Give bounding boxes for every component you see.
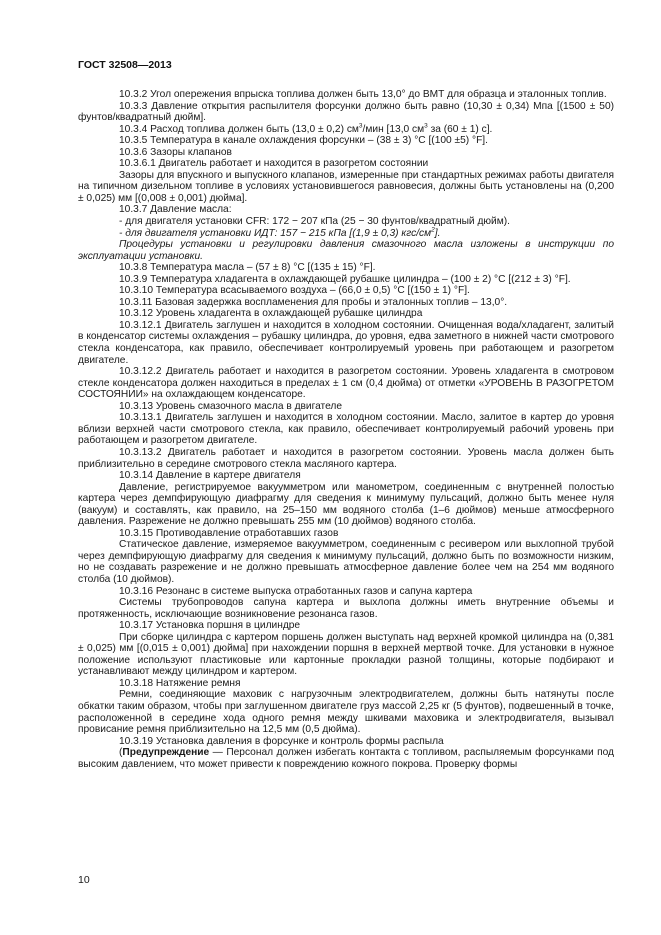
paragraph: 10.3.5 Температура в канале охлаждения форсунки – (38 ± 3) °С [(100 ±5) °F]. — [119, 135, 488, 147]
paragraph: Статическое давление, измеряемое вакуумметром, соединенным с ресивером или выхлопной трубой через демпфирующую диафрагму для сведения к минимуму пульсаций, должно быть по возможности низким, но не создавать разрежение и не должно превышать атмосферное давление более чем на 254 мм водяного столба (10 дюймов). — [78, 539, 614, 585]
paragraph: 10.3.13.2 Двигатель работает и находится в разогретом состоянии. Уровень масла должен быть приблизительно в середине смотрового стекла масляного картера. — [78, 446, 614, 470]
section-heading: 10.3.12 Уровень хладагента в охлаждающей рубашке цилиндра — [119, 308, 423, 320]
section-heading: 10.3.18 Натяжение ремня — [119, 677, 241, 689]
paragraph: 10.3.13.1 Двигатель заглушен и находится в холодном состоянии. Масло, залитое в картер до уровня вблизи верхней части смотрового стекла, как правило, обеспечивает контролируемый рабочий уровень при работающем и разогретом двигателе. — [78, 412, 614, 447]
paragraph — [78, 124, 614, 136]
list-item — [78, 228, 614, 240]
paragraph: 10.3.3 Давление открытия распылителя форсунки должно быть равно (10,30 ± 0,34) Мпа [(1500 ± 50) фунтов/квадратный дюйм]. — [78, 100, 614, 124]
paragraph: Ремни, соединяющие маховик с нагрузочным электродвигателем, должны быть натянуты после обкатки таким образом, чтобы при заглушенном двигателе груз массой 2,25 кг (5 фунтов), подвешенный в точке, расположенной в середине хода одного ремня между шкивами маховика и электродвигателя, вызывал провисание ремня приблизительно на 12,5 мм (0,5 дюйма). — [78, 689, 614, 736]
warning-label: Предупреждение — [122, 747, 210, 759]
paragraph: Давление, регистрируемое вакуумметром или манометром, соединенным с внутренней полостью картера через демпфирующую диафрагму для сведения к минимуму пульсаций, должно быть менее нуля (вакуум) и составлять, как правило, на 25–150 мм водяного столба (1–6 дюймов) меньше атмосферного давления. Разрежение не должно превышать 255 мм (10 дюймов) водяного столба. — [78, 481, 614, 528]
italic-note: Процедуры установки и регулировки давления смазочного масла изложены в инструкции по эксплуатации установки. — [78, 239, 614, 262]
text-run: - для двигателя установки ИДТ: 157 − 215 кПа [(1,9 ± 0,3) кгс/см — [119, 227, 432, 239]
paragraph: 10.3.2 Угол опережения впрыска топлива должен быть 13,0° до ВМТ для образца и эталонных топлив. — [119, 89, 607, 100]
list-item: - для двигателя установки CFR: 172 − 207 кПа (25 − 30 фунтов/квадратный дюйм). — [119, 216, 510, 228]
document-body — [78, 89, 614, 770]
paragraph: Зазоры для впускного и выпускного клапанов, измеренные при стандартных режимах работы двигателя на типичном дизельном топливе в условиях установившегося равновесия, должны быть установлены на (0,200 ± 0,025) мм [(0,008 ± 0,001) дюйма]. — [78, 169, 614, 204]
superscript: 3 — [424, 122, 428, 130]
text-run: — Персонал должен избегать контакта с топливом, распыляемым форсунками под высоким давлением, что может привести к повреждению кожного покрова. Проверку формы — [78, 747, 614, 770]
section-heading: 10.3.7 Давление масла: — [119, 204, 232, 216]
text-run: ( — [119, 747, 123, 759]
section-heading: 10.3.19 Установка давления в форсунке и контроль формы распыла — [119, 735, 444, 747]
superscript: 3 — [358, 122, 363, 130]
paragraph: 10.3.11 Базовая задержка воспламенения для пробы и эталонных топлив – 13,0°. — [119, 296, 508, 308]
section-heading: 10.3.17 Установка поршня в цилиндре — [119, 620, 301, 632]
section-heading: 10.3.6 Зазоры клапанов — [119, 146, 232, 158]
document-header: ГОСТ 32508—2013 — [78, 59, 172, 71]
section-heading: 10.3.13 Уровень смазочного масла в двигателе — [119, 400, 343, 412]
text-run: 10.3.4 Расход топлива должен быть (13,0 ± 0,2) см — [119, 123, 359, 135]
subsection-heading: 10.3.6.1 Двигатель работает и находится в разогретом состоянии — [119, 158, 429, 170]
text-run: за (60 ± 1) с]. — [427, 123, 493, 135]
paragraph: 10.3.12.1 Двигатель заглушен и находится в холодном состоянии. Очищенная вода/хладагент, залитый в конденсатор системы охлаждения – рубашку цилиндра, до уровня, едва заметного в нижней части смотрового стекла конденсатора, как правило, обеспечивает контролируемый уровень при работающем и разогретом двигателе. — [78, 319, 614, 366]
section-heading: 10.3.15 Противодавление отработавших газов — [119, 527, 339, 539]
paragraph: 10.3.10 Температура всасываемого воздуха – (66,0 ± 0,5) °С [(150 ± 1) °F]. — [119, 285, 470, 297]
paragraph: 10.3.12.2 Двигатель работает и находится в разогретом состоянии. Уровень хладагента в смотровом стекле конденсатора должен находиться в пределах ± 1 см (0,4 дюйма) от отметки «УРОВЕНЬ В РАЗОГРЕТОМ СОСТОЯНИИ» на охлаждающем конденсаторе. — [78, 366, 614, 401]
superscript: 2 — [431, 226, 435, 234]
text-run: /мин [13,0 см — [362, 123, 425, 135]
paragraph: 10.3.9 Температура хладагента в охлаждающей рубашке цилиндра – (100 ± 2) °С [(212 ± 3) °F]. — [119, 273, 571, 285]
paragraph: Системы трубопроводов сапуна картера и выхлопа должны иметь внутренние объемы и протяженность, исключающие возникновение резонанса газов. — [78, 597, 614, 620]
section-heading: 10.3.16 Резонанс в системе выпуска отработанных газов и сапуна картера — [119, 585, 473, 597]
text-run: ]. — [434, 227, 441, 239]
paragraph: 10.3.8 Температура масла – (57 ± 8) °С [(135 ± 15) °F]. — [119, 262, 376, 274]
warning-paragraph — [78, 747, 614, 770]
paragraph: При сборке цилиндра с картером поршень должен выступать над верхней кромкой цилиндра на (0,381 ± 0,025) мм [(0,015 ± 0,001) дюйма] при нахождении поршня в верхней мертвой точке. Для установки в нужное положение используют пластиковые или картонные прокладки разной толщины, которые подбирают и устанавливают между цилиндром и картером. — [78, 631, 614, 678]
page-number: 10 — [78, 874, 90, 886]
section-heading: 10.3.14 Давление в картере двигателя — [119, 470, 301, 482]
